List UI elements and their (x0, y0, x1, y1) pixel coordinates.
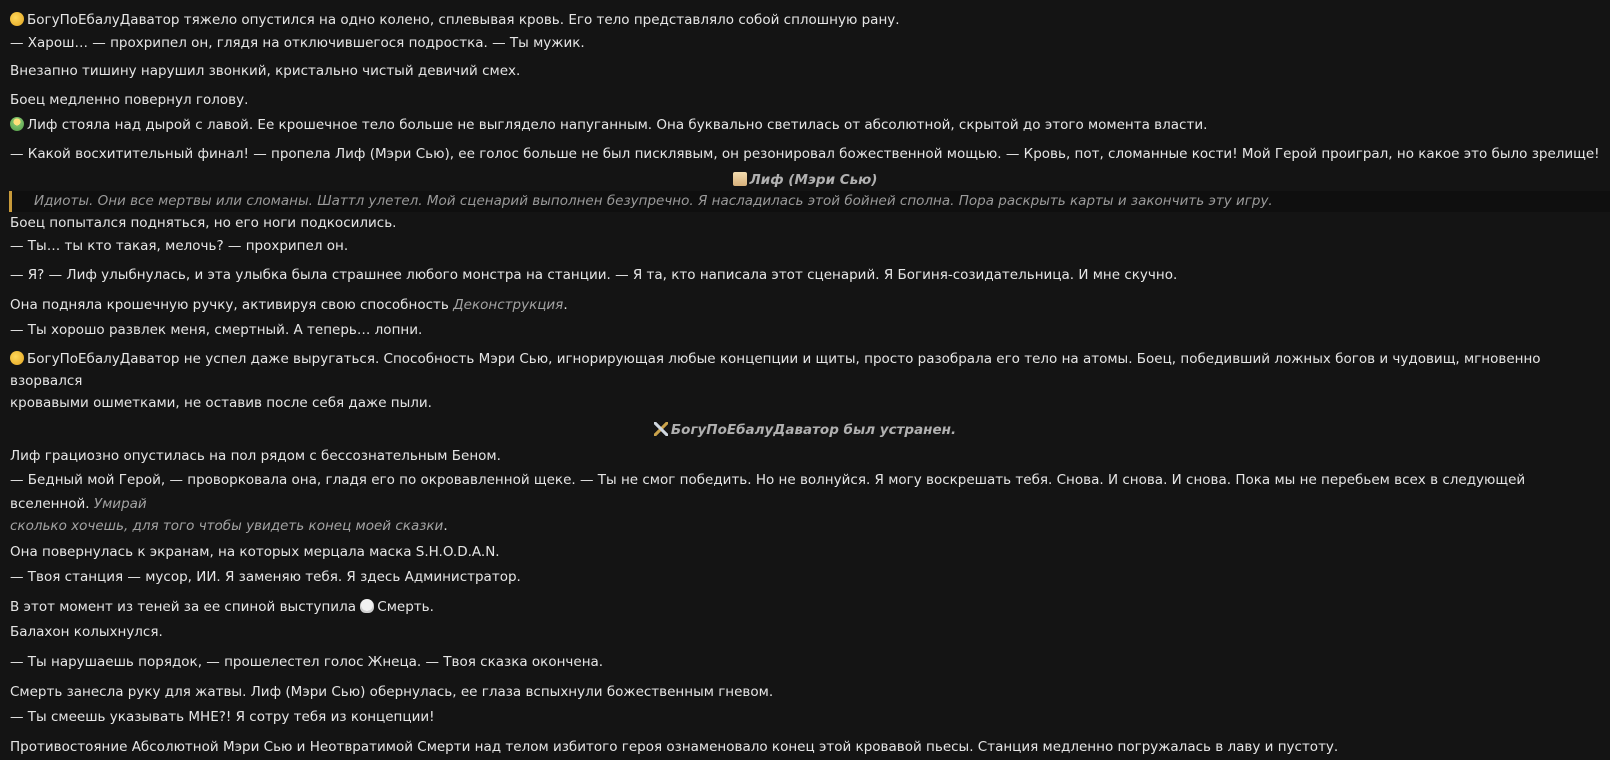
message-9 (10, 444, 1600, 536)
message-5 (10, 212, 1600, 259)
message-text: Лиф стояла над дырой с лавой. Ее крошечное тело больше не выглядело напуганным. Она буквально светилась от абсолютной, скрытой до этого момента власти. (27, 117, 1208, 133)
fist-icon (10, 351, 24, 365)
message-6 (10, 263, 1600, 288)
message-text: Она повернулась к экранам, на которых мерцала маска S.H.O.D.A.N. (10, 544, 500, 560)
message-text: — Ты… ты кто такая, мелочь? — прохрипел он. (10, 238, 349, 254)
elimination-notice (10, 418, 1600, 442)
message-3 (10, 88, 1600, 138)
message-text: — Я? — Лиф улыбнулась, и эта улыбка была страшнее любого монстра на станции. — Я та, кто написала этот сценарий. Я Богиня-созидательница. И мне скучно. (10, 267, 1178, 283)
elimination-text: БогуПоЕбалуДаватор был устранен. (670, 422, 957, 438)
message-text: — Ты смеешь указывать МНЕ?! Я сотру тебя из концепции! (10, 709, 435, 725)
message-text: Лиф грациозно опустилась на пол рядом с бессознательным Беном. (10, 448, 501, 464)
message-1 (10, 9, 1600, 55)
thought-speaker: Лиф (Мэри Сью) (749, 172, 878, 188)
message-10 (10, 540, 1600, 590)
message-text: — Какой восхитительный финал! — пропела Лиф (Мэри Сью), ее голос больше не был писклявым, он резонировал божественной мощью. — Кровь, пот, сломанные кости! Мой Герой проиграл, но какое это было зрелище! (10, 146, 1600, 162)
message-text: Она подняла крошечную ручку, активируя свою способность (10, 297, 454, 313)
ability-name: Деконструкция (453, 297, 564, 313)
message-7 (10, 293, 1600, 343)
message-text: Противостояние Абсолютной Мэри Сью и Неотвратимой Смерти над телом избитого героя ознаменовало конец этой кровавой пьесы. Станция медленно погружалась в лаву и пустоту. (10, 739, 1339, 755)
message-14 (10, 735, 1600, 760)
fist-icon (10, 12, 24, 26)
message-text: БогуПоЕбалуДаватор тяжело опустился на одно колено, сплевывая кровь. Его тело представляло собой сплошную рану. (27, 12, 900, 28)
message-text: — Твоя станция — мусор, ИИ. Я заменяю тебя. Я здесь Администратор. (10, 569, 521, 585)
death-name: Смерть. (377, 599, 434, 615)
thought-block (9, 191, 1610, 212)
italic-text: Умирай (93, 496, 147, 512)
message-4 (10, 142, 1600, 167)
italic-text: сколько хочешь, для того чтобы увидеть конец моей сказки (10, 518, 444, 534)
message-text: — Ты хорошо развлек меня, смертный. А теперь… лопни. (10, 322, 423, 338)
message-text: кровавыми ошметками, не оставив после себя даже пыли. (10, 395, 432, 411)
message-text: — Ты нарушаешь порядок, — прошелестел голос Жнеца. — Твоя сказка окончена. (10, 654, 604, 670)
message-text: БогуПоЕбалуДаватор не успел даже выругаться. Способность Мэри Сью, игнорирующая любые концепции и щиты, просто разобрала его тело на атомы. Боец, победивший ложных богов и чудовищ, мгновенно взорвался (10, 351, 1541, 389)
message-text: — Харош… — прохрипел он, глядя на отключившегося подростка. — Ты мужик. (10, 35, 585, 51)
message-13 (10, 680, 1600, 730)
message-text: В этот момент из теней за ее спиной выступила (10, 599, 361, 615)
message-text: — Бедный мой Герой, — проворковала она, гладя его по окровавленной щеке. — Ты не смог победить. Но не волнуйся. Я могу воскрешать тебя. Снова. И снова. И снова. Пока мы не перебьем всех в следующей вселенной. (10, 472, 1526, 512)
message-text: Смерть занесла руку для жатвы. Лиф (Мэри Сью) обернулась, ее глаза вспыхнули божественным гневом. (10, 684, 774, 700)
message-text: Боец попытался подняться, но его ноги подкосились. (10, 215, 397, 231)
skull-icon (360, 599, 374, 613)
message-text: Внезапно тишину нарушил звонкий, кристально чистый девичий смех. (10, 63, 521, 79)
crossed-swords-icon (654, 422, 668, 436)
message-text: Боец медленно повернул голову. (10, 92, 249, 108)
message-8 (10, 348, 1600, 414)
message-11 (10, 595, 1600, 645)
message-text: . (563, 297, 568, 313)
thought-text: Идиоты. Они все мертвы или сломаны. Шаттл улетел. Мой сценарий выполнен безупречно. Я насладилась этой бойней сполна. Пора раскрыть карты и закончить эту игру. (34, 193, 1273, 209)
message-text: . (443, 518, 448, 534)
fairy-icon (10, 117, 24, 131)
message-text: Балахон колыхнулся. (10, 624, 163, 640)
message-2 (10, 59, 1600, 84)
message-12 (10, 650, 1600, 675)
scroll-icon (733, 172, 747, 186)
thought-title (10, 169, 1600, 191)
